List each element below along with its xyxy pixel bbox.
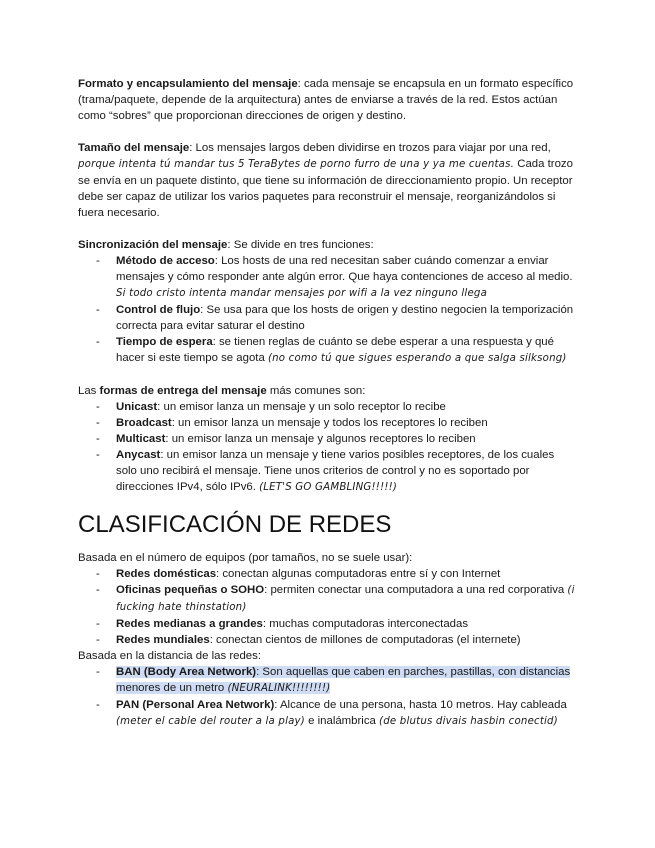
term-formato: Formato y encapsulamiento del mensaje xyxy=(78,78,298,90)
list-item xyxy=(78,566,578,582)
item-text: e inalámbrica xyxy=(304,715,380,727)
list-item xyxy=(78,334,578,367)
term-tamano: Tamaño del mensaje xyxy=(78,142,190,154)
item-text: : un emisor lanza un mensaje y todos los receptores lo reciben xyxy=(171,417,488,429)
handwritten-note: porque intenta tú mandar tus 5 TeraBytes de porno furro de una y ya me cuentas. xyxy=(78,159,515,170)
list-item xyxy=(78,302,578,334)
document-body xyxy=(78,76,578,730)
item-term: PAN (Personal Area Network) xyxy=(116,699,275,711)
list-item xyxy=(78,582,578,616)
paragraph-formas xyxy=(78,383,578,399)
item-term: Unicast xyxy=(116,401,158,413)
item-text: : muchas computadoras interconectadas xyxy=(262,618,469,630)
paragraph-distancia-intro: Basada en la distancia de las redes: xyxy=(78,650,262,662)
section-heading: CLASIFICACIÓN DE REDES xyxy=(78,511,392,538)
item-text: : Los hosts de una red necesitan saber cuándo comenzar a enviar mensajes y cómo responder ante algún error. Que haya contenciones de acceso al medio. xyxy=(116,255,573,283)
item-text: : un emisor lanza un mensaje y algunos receptores lo reciben xyxy=(165,433,476,445)
term-sincronizacion: Sincronización del mensaje xyxy=(78,239,228,251)
item-text: : Alcance de una persona, hasta 10 metros. Hay cableada xyxy=(274,699,567,711)
item-text: : conectan cientos de millones de computadoras (el internete) xyxy=(209,634,521,646)
text-highlight xyxy=(116,666,570,694)
item-term: BAN (Body Area Network) xyxy=(116,666,257,678)
item-text: : un emisor lanza un mensaje y un solo receptor lo recibe xyxy=(157,401,446,413)
handwritten-note: (no como tú que sigues esperando a que salga silksong) xyxy=(267,353,567,364)
paragraph-equipos-intro: Basada en el número de equipos (por tamaños, no se suele usar): xyxy=(78,552,413,564)
paragraph-text: Las xyxy=(78,385,100,397)
item-term: Anycast xyxy=(116,449,161,461)
item-text: : conectan algunas computadoras entre sí y con Internet xyxy=(216,568,501,580)
item-text: : Se usa para que los hosts de origen y destino negocien la temporización correcta para evitar saturar el destino xyxy=(116,304,574,332)
list-item xyxy=(78,431,578,447)
paragraph-text: : cada mensaje se encapsula en un formato específico (trama/paquete, depende de la arquitectura) antes de enviarse a través de la red. Estos actúan como “sobres” que proporcionan direcciones de origen y destino. xyxy=(78,78,574,122)
paragraph-sincronizacion xyxy=(78,237,578,253)
list-item xyxy=(78,632,578,648)
list-item xyxy=(78,616,578,632)
paragraph-text: : Se divide en tres funciones: xyxy=(227,239,374,251)
list-distancia xyxy=(78,664,578,730)
item-text: : se tienen reglas de cuánto se debe esperar a una respuesta y qué hacer si este tiempo se agota xyxy=(116,336,554,364)
list-item xyxy=(78,253,578,302)
paragraph-text: más comunes son: xyxy=(266,385,366,397)
item-text: : un emisor lanza un mensaje y tiene varios posibles receptores, de los cuales solo uno recibirá el mensaje. Tiene unos criterios de control y no es soportado por direcciones IPv4, sólo IPv6. xyxy=(116,449,555,493)
handwritten-note: (de blutus divais hasbin conectid) xyxy=(379,716,558,727)
list-item xyxy=(78,415,578,431)
handwritten-note: (i fucking hate thinstation) xyxy=(116,585,575,613)
list-item xyxy=(78,399,578,415)
item-term: Redes mundiales xyxy=(116,634,210,646)
item-term: Control de flujo xyxy=(116,304,201,316)
handwritten-note: Si todo cristo intenta mandar mensajes por wifi a la vez ninguno llega xyxy=(116,288,488,299)
handwritten-note: (meter el cable del router a la play) xyxy=(116,716,305,727)
item-text: : permiten conectar una computadora a una red corporativa xyxy=(264,584,568,596)
item-term: Redes medianas a grandes xyxy=(116,618,263,630)
item-term: Tiempo de espera xyxy=(116,336,213,348)
item-term: Método de acceso xyxy=(116,255,215,267)
list-item xyxy=(78,447,578,496)
item-term: Oficinas pequeñas o SOHO xyxy=(116,584,265,596)
handwritten-note: (NEURALINK!!!!!!!!) xyxy=(227,683,331,694)
list-formas xyxy=(78,399,578,496)
term-formas: formas de entrega del mensaje xyxy=(99,385,267,397)
paragraph-text: Cada trozo se envía en un paquete distinto, que tiene su información de direccionamiento propio. Un receptor debe ser capaz de utilizar los varios paquetes para reconstruir el mensaje, reorganizándolos si fuera necesario. xyxy=(78,158,573,219)
list-item-highlighted xyxy=(78,664,578,697)
handwritten-note: (LET'S GO GAMBLING!!!!!) xyxy=(259,482,398,493)
list-equipos xyxy=(78,566,578,648)
item-term: Broadcast xyxy=(116,417,172,429)
paragraph-text: : Los mensajes largos deben dividirse en trozos para viajar por una red, xyxy=(189,142,551,154)
paragraph-tamano xyxy=(78,140,578,221)
item-text: : Son aquellas que caben en parches, pastillas, con distancias menores de un metro xyxy=(116,666,571,694)
paragraph-formato xyxy=(78,76,578,124)
list-sincronizacion xyxy=(78,253,578,367)
item-term: Redes domésticas xyxy=(116,568,217,580)
item-term: Multicast xyxy=(116,433,166,445)
list-item xyxy=(78,697,578,730)
